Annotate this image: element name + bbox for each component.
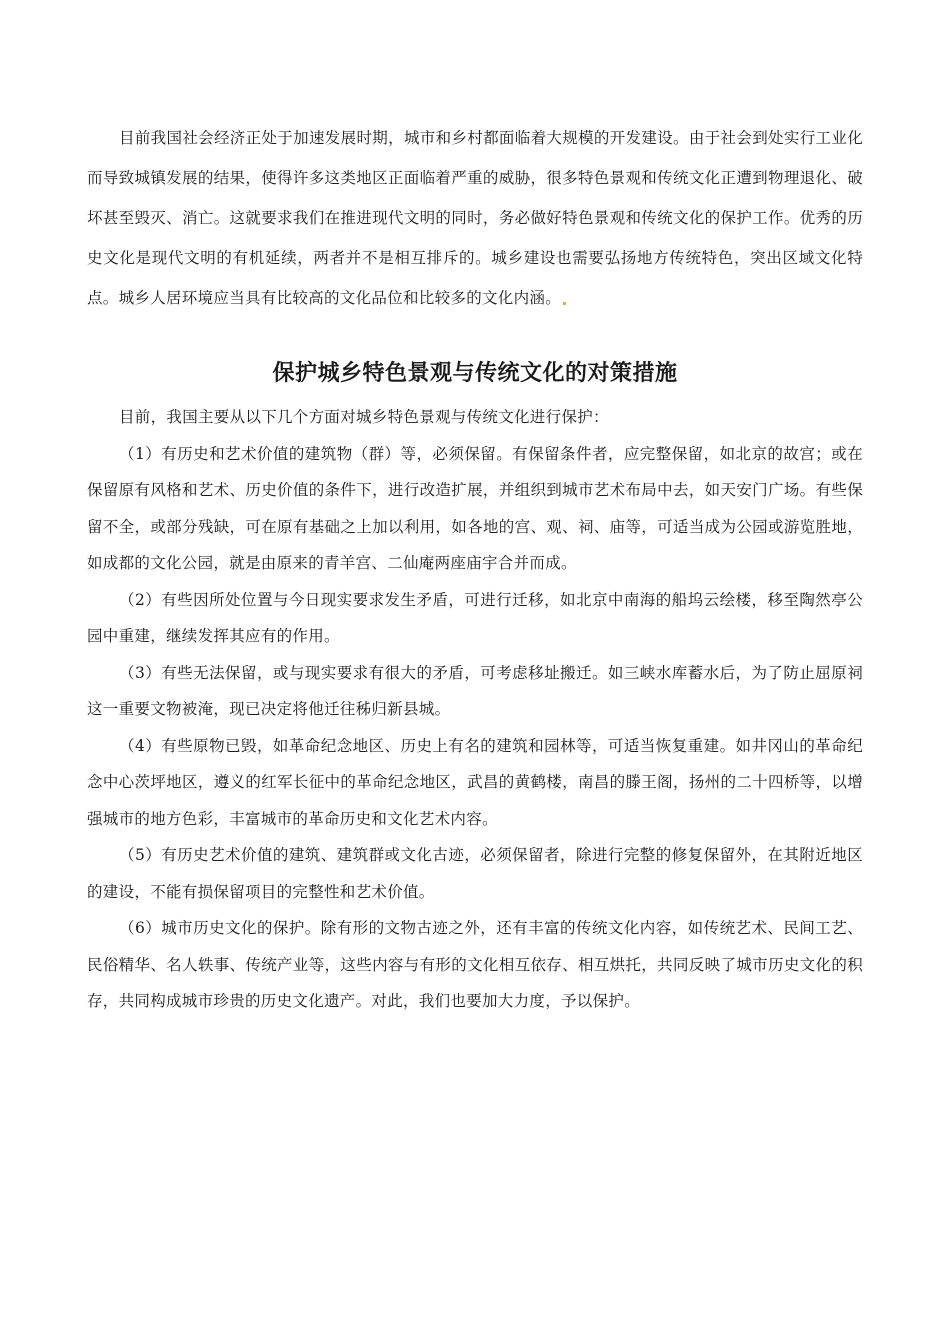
section-lead: 目前，我国主要从以下几个方面对城乡特色景观与传统文化进行保护： xyxy=(119,408,609,426)
measure-item-4: （4）有些原物已毁，如革命纪念地区、历史上有名的建筑和园林等，可适当恢复重建。如井冈山的革命纪念中心茨坪地区，遵义的红军长征中的革命纪念地区，武昌的黄鹤楼，南昌的滕王阁，扬州的二十四桥等，以增强城市的地方色彩，丰富城市的革命历史和文化艺术内容。 xyxy=(87,736,863,828)
intro-text: 目前我国社会经济正处于加速发展时期，城市和乡村都面临着大规模的开发建设。由于社会到处实行工业化而导致城镇发展的结果，使得许多这类地区正面临着严重的威胁，很多特色景观和传统文化正遭到物理退化、破坏甚至毁灭、消亡。这就要求我们在推进现代文明的同时，务必做好特色景观和传统文化的保护工作。优秀的历史文化是现代文明的有机延续，两者并不是相互排斥的。城乡建设也需要弘扬地方传统特色，突出区域文化特点。城乡人居环境应当具有比较高的文化品位和比较多的文化内涵。 xyxy=(87,129,863,307)
document-page xyxy=(87,118,863,1020)
marker-dot xyxy=(563,302,566,305)
intro-paragraph xyxy=(87,118,863,318)
section-title: 保护城乡特色景观与传统文化的对策措施 xyxy=(272,361,678,386)
measure-item-3: （3）有些无法保留，或与现实要求有很大的矛盾，可考虑移址搬迁。如三峡水库蓄水后，为了防止屈原祠这一重要文物被淹，现已决定将他迁往秭归新县城。 xyxy=(87,663,863,718)
measure-item-2: （2）有些因所处位置与今日现实要求发生矛盾，可进行迁移，如北京中南海的船坞云绘楼，移至陶然亭公园中重建，继续发挥其应有的作用。 xyxy=(87,590,863,645)
measure-item-5: （5）有历史艺术价值的建筑、建筑群或文化古迹，必须保留者，除进行完整的修复保留外，在其附近地区的建设，不能有损保留项目的完整性和艺术价值。 xyxy=(87,846,863,901)
measure-item-6: （6）城市历史文化的保护。除有形的文物古迹之外，还有丰富的传统文化内容，如传统艺术、民间工艺、民俗精华、名人轶事、传统产业等，这些内容与有形的文化相互依存、相互烘托，共同反映了城市历史文化的积存，共同构成城市珍贵的历史文化遗产。对此，我们也要加大力度，予以保护。 xyxy=(87,919,863,1010)
measure-item-1: （1）有历史和艺术价值的建筑物（群）等，必须保留。有保留条件者，应完整保留，如北京的故宫；或在保留原有风格和艺术、历史价值的条件下，进行改造扩展，并组织到城市艺术布局中去，如天安门广场。有些保留不全，或部分残缺，可在原有基础之上加以利用，如各地的宫、观、祠、庙等，可适当成为公园或游览胜地，如成都的文化公园，就是由原来的青羊宫、二仙庵两座庙宇合并而成。 xyxy=(87,444,863,572)
